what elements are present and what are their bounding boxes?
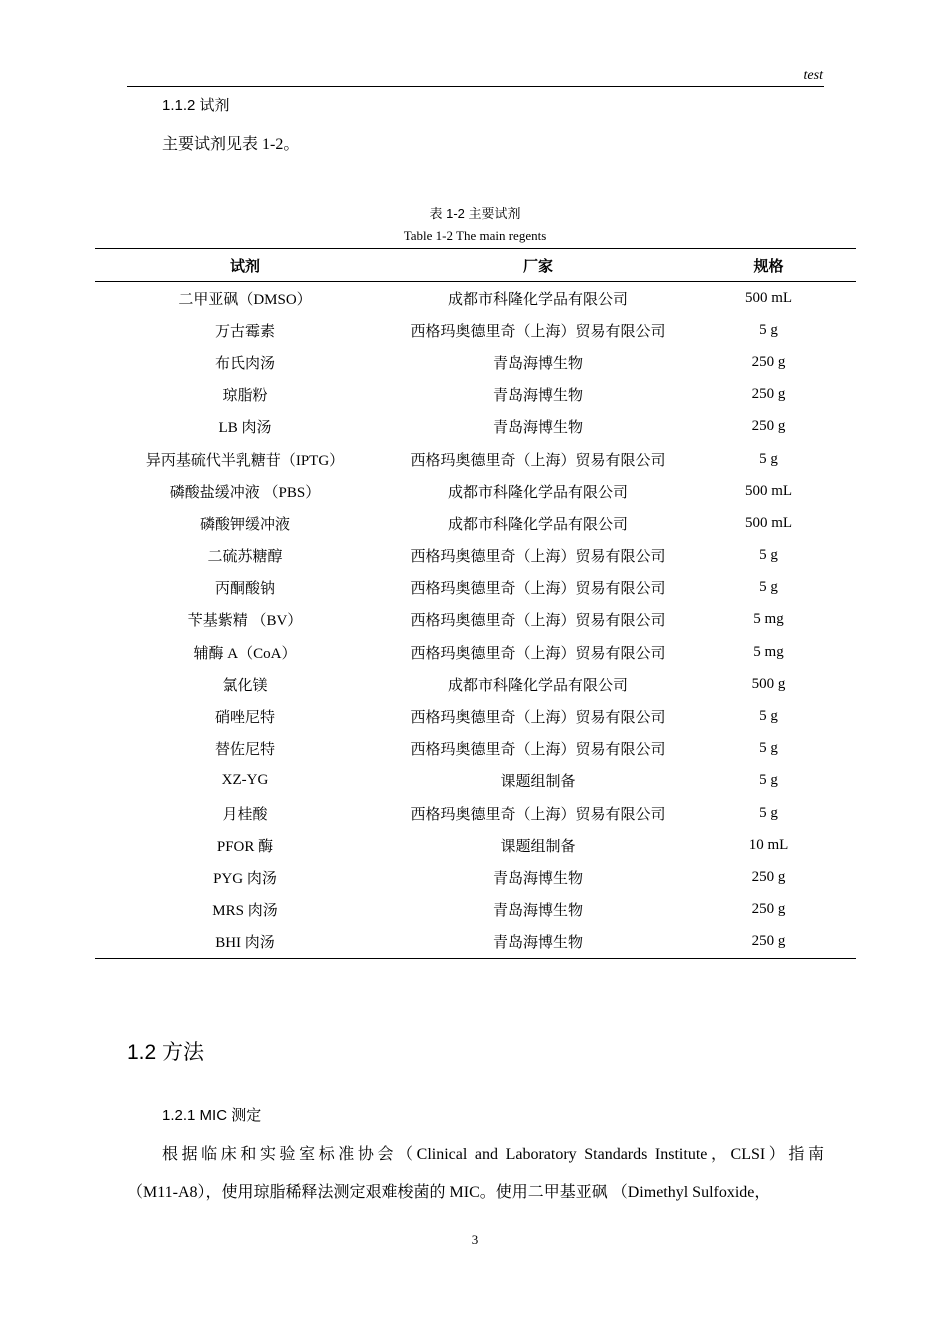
body-text-line-2: （M11-A8），使用琼脂稀释法测定艰难梭菌的 MIC。使用二甲基亚砜 （Dimethyl Sulfoxide， (127, 1184, 771, 1201)
table-caption-cn: 表 1-2 主要试剂 (429, 206, 521, 221)
cell-reagent: 辅酶 A（CoA） (193, 645, 297, 662)
cell-manufacturer: 青岛海博生物 (492, 355, 583, 372)
cell-reagent: 二甲亚砜（DMSO） (178, 291, 312, 308)
cell-reagent: MRS 肉汤 (212, 903, 278, 920)
cell-reagent: LB 肉汤 (218, 420, 272, 437)
table-row (95, 443, 856, 475)
table-row (95, 540, 856, 572)
cell-reagent: PFOR 酶 (216, 838, 274, 855)
header-reagent: 试剂 (95, 249, 395, 282)
table-row (95, 346, 856, 378)
cell-reagent: PYG 肉汤 (213, 870, 277, 887)
reagent-table (95, 248, 856, 959)
table-row (95, 926, 856, 959)
cell-specification: 5 g (759, 804, 778, 821)
cell-specification: 5 g (759, 579, 778, 596)
cell-specification: 5 g (759, 708, 778, 725)
subsection-heading-1-2-1: 1.2.1 MIC 测定 (162, 1107, 262, 1124)
cell-specification: 5 g (759, 547, 778, 564)
cell-manufacturer: 西格玛奥德里奇（上海）贸易有限公司 (410, 806, 666, 823)
cell-reagent: 磷酸钾缓冲液 (199, 516, 290, 533)
table-caption-en: Table 1-2 The main regents (403, 228, 547, 243)
table-row (95, 829, 856, 861)
reagent-intro-text: 主要试剂见表 1-2。 (162, 136, 300, 153)
cell-reagent: 磷酸盐缓冲液 （PBS） (169, 484, 321, 501)
table-row (95, 765, 856, 797)
cell-reagent: XZ-YG (221, 772, 269, 789)
cell-reagent: 替佐尼特 (214, 742, 275, 759)
cell-specification: 250 g (751, 386, 786, 403)
cell-manufacturer: 成都市科隆化学品有限公司 (447, 516, 628, 533)
cell-specification: 500 mL (744, 289, 793, 306)
cell-specification: 5 mg (753, 611, 784, 628)
table-row (95, 636, 856, 668)
cell-reagent: 琼脂粉 (222, 388, 268, 405)
cell-manufacturer: 青岛海博生物 (395, 926, 681, 959)
cell-specification: 250 g (681, 926, 856, 959)
cell-specification: 500 mL (744, 482, 793, 499)
cell-manufacturer: 西格玛奥德里奇（上海）贸易有限公司 (410, 452, 666, 469)
cell-manufacturer: 课题组制备 (500, 774, 576, 791)
cell-reagent: BHI 肉汤 (95, 926, 395, 959)
table-row (95, 861, 856, 893)
table-row (95, 314, 856, 346)
running-header: test (803, 68, 823, 83)
cell-manufacturer: 西格玛奥德里奇（上海）贸易有限公司 (410, 549, 666, 566)
table-row (95, 507, 856, 539)
table-row (95, 797, 856, 829)
cell-manufacturer: 青岛海博生物 (492, 870, 583, 887)
table-header-row (95, 249, 856, 282)
cell-reagent: 丙酮酸钠 (214, 581, 275, 598)
cell-specification: 10 mL (748, 836, 789, 853)
table-row (95, 894, 856, 926)
subsection-heading-1-1-2: 1.1.2 试剂 (162, 97, 230, 114)
cell-specification: 5 mg (753, 643, 784, 660)
cell-specification: 250 g (751, 868, 786, 885)
header-specification: 规格 (681, 249, 856, 282)
cell-reagent: 异丙基硫代半乳糖苷（IPTG） (145, 452, 345, 469)
cell-specification: 500 g (751, 675, 786, 692)
header-rule (127, 86, 824, 87)
cell-specification: 250 g (751, 901, 786, 918)
cell-manufacturer: 青岛海博生物 (492, 420, 583, 437)
cell-manufacturer: 青岛海博生物 (492, 903, 583, 920)
cell-specification: 5 g (759, 450, 778, 467)
table-row (95, 604, 856, 636)
table-row (95, 572, 856, 604)
cell-manufacturer: 成都市科隆化学品有限公司 (447, 677, 628, 694)
cell-manufacturer: 成都市科隆化学品有限公司 (447, 484, 628, 501)
cell-specification: 500 mL (744, 514, 793, 531)
table-row (95, 379, 856, 411)
cell-reagent: 月桂酸 (222, 806, 268, 823)
cell-specification: 5 g (759, 321, 778, 338)
table-body (95, 282, 856, 959)
cell-manufacturer: 西格玛奥德里奇（上海）贸易有限公司 (410, 323, 666, 340)
cell-manufacturer: 西格玛奥德里奇（上海）贸易有限公司 (410, 710, 666, 727)
cell-reagent: 苄基紫精 （BV） (187, 613, 303, 630)
cell-reagent: 氯化镁 (222, 677, 268, 694)
cell-reagent: 硝唑尼特 (214, 710, 275, 727)
cell-manufacturer: 课题组制备 (500, 838, 576, 855)
cell-reagent: 二硫苏糖醇 (207, 549, 283, 566)
cell-manufacturer: 青岛海博生物 (492, 388, 583, 405)
cell-specification: 5 g (759, 772, 778, 789)
section-heading-1-2: 1.2 方法 (127, 1041, 205, 1064)
header-manufacturer: 厂家 (395, 249, 681, 282)
cell-specification: 250 g (751, 418, 786, 435)
cell-reagent: 布氏肉汤 (214, 355, 275, 372)
cell-manufacturer: 成都市科隆化学品有限公司 (447, 291, 628, 308)
table-row (95, 411, 856, 443)
table-row (95, 282, 856, 315)
table-row (95, 700, 856, 732)
cell-manufacturer: 西格玛奥德里奇（上海）贸易有限公司 (410, 613, 666, 630)
cell-manufacturer: 西格玛奥德里奇（上海）贸易有限公司 (410, 645, 666, 662)
cell-reagent: 万古霉素 (214, 323, 275, 340)
cell-specification: 250 g (751, 353, 786, 370)
body-text-line-1: 根据临床和实验室标准协会（Clinical and Laboratory Standards Institute，CLSI）指南 (162, 1146, 824, 1163)
cell-manufacturer: 西格玛奥德里奇（上海）贸易有限公司 (410, 742, 666, 759)
table-row (95, 668, 856, 700)
cell-specification: 5 g (759, 740, 778, 757)
table-row (95, 733, 856, 765)
page-number: 3 (471, 1232, 479, 1247)
cell-manufacturer: 西格玛奥德里奇（上海）贸易有限公司 (410, 581, 666, 598)
table-row (95, 475, 856, 507)
